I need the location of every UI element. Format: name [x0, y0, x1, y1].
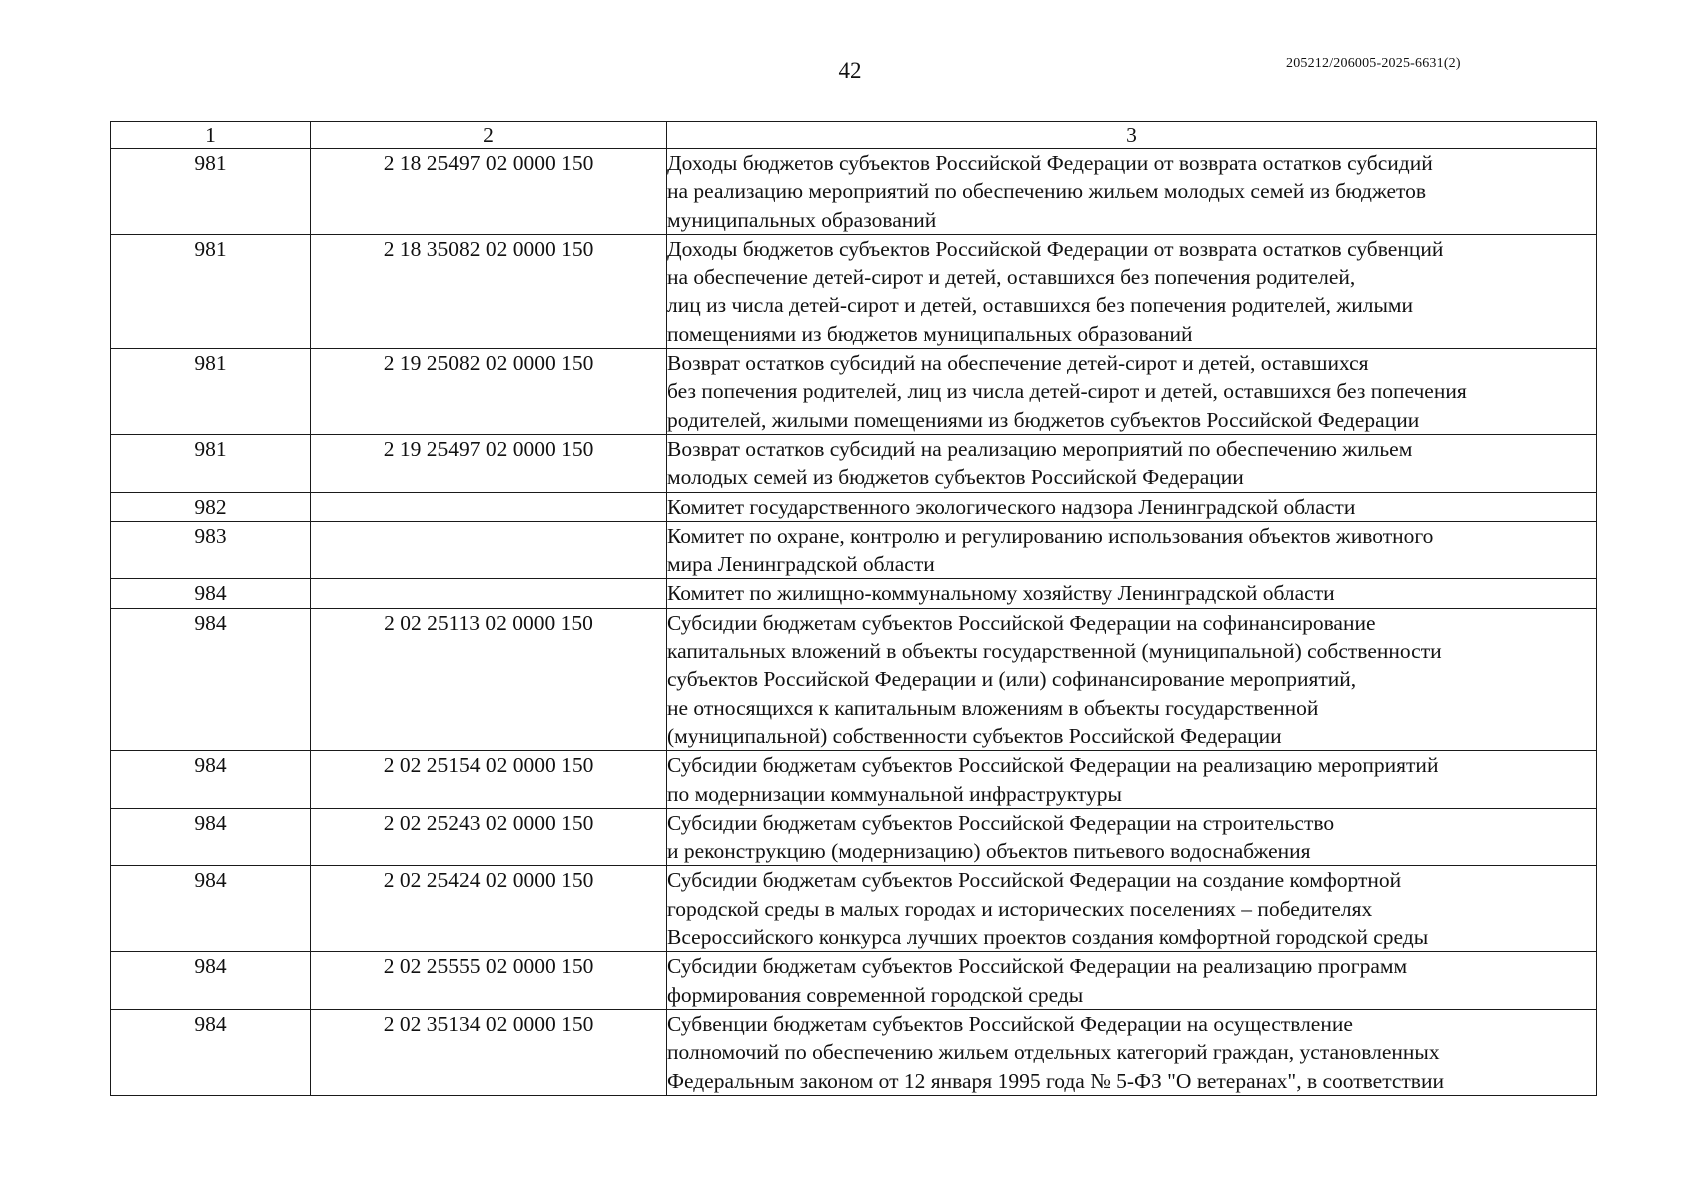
table-header-row: [111, 122, 1597, 149]
budget-code-cell: [311, 521, 667, 579]
table-row: [111, 521, 1597, 579]
table-row: [111, 608, 1597, 750]
income-name-line: Всероссийского конкурса лучших проектов создания комфортной городской среды: [667, 925, 1429, 950]
column-header-2: 2: [311, 122, 667, 149]
budget-codes-table: [110, 121, 1597, 1096]
income-name-line: родителей, жилыми помещениями из бюджетов субъектов Российской Федерации: [667, 407, 1420, 432]
admin-code-cell: 981: [111, 349, 311, 435]
income-name-line: муниципальных образований: [667, 207, 937, 232]
income-name-cell: [667, 808, 1597, 866]
income-name-cell: [667, 149, 1597, 235]
admin-code-cell: 982: [111, 492, 311, 521]
budget-code-cell: 2 18 35082 02 0000 150: [311, 234, 667, 348]
table-row: [111, 579, 1597, 608]
column-header-1: 1: [111, 122, 311, 149]
budget-code-cell: [311, 492, 667, 521]
income-name-line: капитальных вложений в объекты государственной (муниципальной) собственности: [667, 639, 1442, 664]
income-name-line: Возврат остатков субсидий на реализацию мероприятий по обеспечению жильем: [667, 436, 1413, 461]
table-row: [111, 234, 1597, 348]
table-row: [111, 751, 1597, 809]
table-row: [111, 434, 1597, 492]
income-name-cell: [667, 492, 1597, 521]
income-name-cell: [667, 434, 1597, 492]
table-row: [111, 866, 1597, 952]
income-name-line: полномочий по обеспечению жильем отдельных категорий граждан, установленных: [667, 1040, 1440, 1065]
budget-code-cell: 2 19 25082 02 0000 150: [311, 349, 667, 435]
income-name-cell: [667, 521, 1597, 579]
page-number: 42: [838, 58, 862, 83]
budget-code-cell: [311, 579, 667, 608]
income-name-cell: [667, 608, 1597, 750]
income-name-line: по модернизации коммунальной инфраструктуры: [667, 781, 1122, 806]
income-name-line: формирования современной городской среды: [667, 982, 1084, 1007]
table-body: [111, 149, 1597, 1096]
income-name-line: на реализацию мероприятий по обеспечению жильем молодых семей из бюджетов: [667, 179, 1427, 204]
income-name-line: Доходы бюджетов субъектов Российской Федерации от возврата остатков субвенций: [667, 236, 1444, 261]
admin-code-cell: 984: [111, 751, 311, 809]
income-name-line: городской среды в малых городах и исторических поселениях – победителях: [667, 896, 1373, 921]
income-name-line: Субсидии бюджетам субъектов Российской Федерации на реализацию мероприятий: [667, 753, 1439, 778]
income-name-line: мира Ленинградской области: [667, 552, 935, 577]
budget-code-cell: 2 02 25555 02 0000 150: [311, 952, 667, 1010]
admin-code-cell: 984: [111, 579, 311, 608]
income-name-line: и реконструкцию (модернизацию) объектов питьевого водоснабжения: [667, 839, 1311, 864]
income-name-line: Комитет государственного экологического надзора Ленинградской области: [667, 494, 1356, 519]
income-name-line: Субсидии бюджетам субъектов Российской Федерации на софинансирование: [667, 610, 1376, 635]
income-name-line: Субсидии бюджетам субъектов Российской Федерации на создание комфортной: [667, 868, 1402, 893]
income-name-line: субъектов Российской Федерации и (или) софинансирование мероприятий,: [667, 667, 1357, 692]
admin-code-cell: 981: [111, 434, 311, 492]
income-name-cell: [667, 234, 1597, 348]
table-row: [111, 492, 1597, 521]
income-name-line: помещениями из бюджетов муниципальных образований: [667, 321, 1193, 346]
budget-code-cell: 2 02 35134 02 0000 150: [311, 1009, 667, 1095]
income-name-cell: [667, 952, 1597, 1010]
budget-code-cell: 2 18 25497 02 0000 150: [311, 149, 667, 235]
income-name-line: Субсидии бюджетам субъектов Российской Федерации на строительство: [667, 810, 1335, 835]
income-name-line: (муниципальной) собственности субъектов Российской Федерации: [667, 723, 1282, 748]
table-row: [111, 808, 1597, 866]
income-name-line: молодых семей из бюджетов субъектов Российской Федерации: [667, 465, 1244, 490]
budget-code-cell: 2 02 25243 02 0000 150: [311, 808, 667, 866]
income-name-line: лиц из числа детей-сирот и детей, оставшихся без попечения родителей, жилыми: [667, 293, 1414, 318]
admin-code-cell: 984: [111, 866, 311, 952]
admin-code-cell: 984: [111, 808, 311, 866]
income-name-line: Федеральным законом от 12 января 1995 года № 5-ФЗ "О ветеранах", в соответствии: [667, 1068, 1444, 1093]
table-row: [111, 349, 1597, 435]
income-name-line: на обеспечение детей-сирот и детей, оставшихся без попечения родителей,: [667, 265, 1356, 290]
admin-code-cell: 984: [111, 952, 311, 1010]
budget-code-cell: 2 19 25497 02 0000 150: [311, 434, 667, 492]
income-name-line: Субвенции бюджетам субъектов Российской Федерации на осуществление: [667, 1011, 1353, 1036]
table-row: [111, 952, 1597, 1010]
income-name-line: Субсидии бюджетам субъектов Российской Федерации на реализацию программ: [667, 954, 1408, 979]
income-name-line: Комитет по охране, контролю и регулированию использования объектов животного: [667, 523, 1434, 548]
budget-code-cell: 2 02 25154 02 0000 150: [311, 751, 667, 809]
admin-code-cell: 984: [111, 608, 311, 750]
table-row: [111, 1009, 1597, 1095]
income-name-cell: [667, 579, 1597, 608]
income-name-line: не относящихся к капитальным вложениям в объекты государственной: [667, 695, 1319, 720]
budget-code-cell: 2 02 25113 02 0000 150: [311, 608, 667, 750]
admin-code-cell: 984: [111, 1009, 311, 1095]
income-name-cell: [667, 349, 1597, 435]
budget-code-cell: 2 02 25424 02 0000 150: [311, 866, 667, 952]
admin-code-cell: 983: [111, 521, 311, 579]
admin-code-cell: 981: [111, 149, 311, 235]
admin-code-cell: 981: [111, 234, 311, 348]
income-name-line: без попечения родителей, лиц из числа детей-сирот и детей, оставшихся без попечения: [667, 379, 1467, 404]
income-name-line: Возврат остатков субсидий на обеспечение детей-сирот и детей, оставшихся: [667, 351, 1369, 376]
table-row: [111, 149, 1597, 235]
income-name-line: Доходы бюджетов субъектов Российской Федерации от возврата остатков субсидий: [667, 151, 1433, 175]
income-name-cell: [667, 751, 1597, 809]
document-id: 205212/206005-2025-6631(2): [1286, 56, 1461, 71]
income-name-cell: [667, 1009, 1597, 1095]
column-header-3: 3: [667, 122, 1597, 149]
income-name-cell: [667, 866, 1597, 952]
income-name-line: Комитет по жилищно-коммунальному хозяйству Ленинградской области: [667, 581, 1335, 606]
